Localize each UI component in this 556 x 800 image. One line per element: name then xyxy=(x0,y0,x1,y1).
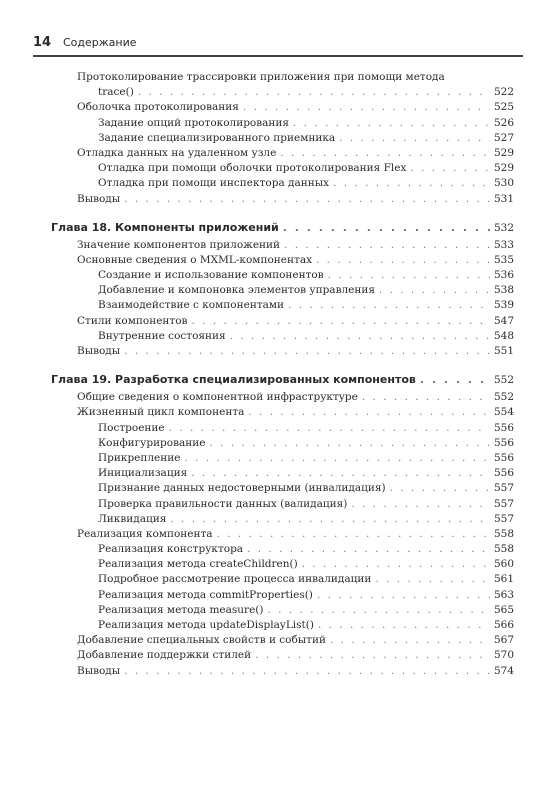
entry-page: 536 xyxy=(493,269,514,282)
toc-entry xyxy=(77,542,514,557)
leader-dots xyxy=(217,527,490,542)
toc-entry xyxy=(77,100,514,115)
entry-page: 551 xyxy=(493,345,514,357)
entry-title: Основные сведения о MXML-компонентах xyxy=(77,253,312,266)
toc-entry xyxy=(77,405,514,420)
entry-page: 527 xyxy=(493,131,514,144)
toc-entry xyxy=(77,572,514,587)
entry-title: Задание специализированного приемника xyxy=(98,131,336,144)
toc-block-1 xyxy=(77,85,514,207)
entry-page: 557 xyxy=(493,497,514,510)
entry-title: Выводы xyxy=(77,664,121,677)
entry-page: 570 xyxy=(493,649,514,662)
entry-page: 556 xyxy=(493,436,514,449)
entry-title: Реализация компонента xyxy=(77,527,213,540)
entry-page: 522 xyxy=(493,86,514,99)
leader-dots xyxy=(362,390,490,405)
entry-page: 531 xyxy=(493,192,514,205)
toc-entry xyxy=(77,588,514,603)
entry-title: Построение xyxy=(98,421,165,434)
entry-page: 552 xyxy=(493,391,514,404)
entry-page: 526 xyxy=(493,116,514,129)
leader-dots xyxy=(375,572,490,587)
leader-dots xyxy=(284,238,490,253)
leader-dots xyxy=(169,421,490,436)
leader-dots xyxy=(390,481,490,496)
entry-page: 560 xyxy=(493,558,514,571)
entry-title: Создание и использование компонентов xyxy=(98,269,324,282)
leader-dots xyxy=(379,283,490,298)
leader-dots xyxy=(420,370,490,390)
leader-dots xyxy=(410,161,490,176)
toc-entry xyxy=(77,436,514,451)
entry-title: Реализация метода createChildren() xyxy=(98,558,298,571)
entry-title: Реализация метода measure() xyxy=(98,603,264,616)
leader-dots xyxy=(184,451,489,466)
leader-dots xyxy=(330,633,490,648)
toc-entry xyxy=(77,131,514,146)
entry-title: Общие сведения о компонентной инфраструктуре xyxy=(77,391,358,404)
entry-title: Ликвидация xyxy=(98,512,167,525)
toc-entry xyxy=(77,146,514,161)
entry-page: 558 xyxy=(493,543,514,556)
entry-title: Отладка данных на удаленном узле xyxy=(77,146,277,159)
entry-title: Добавление поддержки стилей xyxy=(77,649,252,662)
leader-dots xyxy=(191,314,489,329)
entry-page: 565 xyxy=(493,603,514,616)
toc-entry xyxy=(77,633,514,648)
leader-dots xyxy=(247,542,490,557)
entry-title: Подробное рассмотрение процесса инвалидации xyxy=(98,573,372,586)
toc-entry xyxy=(77,466,514,481)
toc-entry xyxy=(77,192,514,207)
entry-title: trace() xyxy=(98,86,134,99)
toc-block-3 xyxy=(77,390,514,679)
entry-title: Оболочка протоколирования xyxy=(77,101,239,114)
chapter-page: 552 xyxy=(493,374,514,387)
toc-entry xyxy=(77,421,514,436)
entry-page: 530 xyxy=(493,177,514,190)
leader-dots xyxy=(351,497,490,512)
leader-dots xyxy=(230,329,490,344)
leader-dots xyxy=(124,344,490,359)
toc-entry xyxy=(77,238,514,253)
chapter-title: Глава 18. Компоненты приложений xyxy=(51,220,279,234)
toc-entry xyxy=(77,527,514,542)
toc-entry xyxy=(77,497,514,512)
toc-entry xyxy=(77,85,514,100)
entry-page: 539 xyxy=(493,299,514,312)
entry-page: 548 xyxy=(493,329,514,342)
toc-entry xyxy=(77,451,514,466)
toc-entry xyxy=(77,664,514,679)
toc-block-2 xyxy=(77,238,514,360)
leader-dots xyxy=(328,268,490,283)
entry-title: Выводы xyxy=(77,345,121,357)
leader-dots xyxy=(255,648,490,663)
toc-entry-first-line: Протоколирование трассировки приложения при помощи метода xyxy=(77,71,445,83)
leader-dots xyxy=(210,436,490,451)
entry-page: 567 xyxy=(493,634,514,647)
running-title: Содержание xyxy=(63,36,137,49)
leader-dots xyxy=(243,100,490,115)
entry-title: Взаимодействие с компонентами xyxy=(98,299,285,312)
leader-dots xyxy=(124,192,490,207)
toc-entry xyxy=(77,161,514,176)
page-number: 14 xyxy=(33,35,52,50)
entry-page: 563 xyxy=(493,588,514,601)
leader-dots xyxy=(302,557,490,572)
leader-dots xyxy=(138,85,490,100)
entry-title: Реализация конструктора xyxy=(98,543,244,556)
entry-page: 547 xyxy=(493,314,514,327)
entry-page: 557 xyxy=(493,512,514,525)
toc-entry xyxy=(77,176,514,191)
entry-title: Добавление специальных свойств и событий xyxy=(77,634,326,647)
toc-entry xyxy=(77,344,514,359)
entry-title: Конфигурирование xyxy=(98,436,206,449)
entry-page: 556 xyxy=(493,421,514,434)
leader-dots xyxy=(283,218,490,238)
entry-page: 566 xyxy=(493,619,514,631)
leader-dots xyxy=(333,176,490,191)
entry-title: Стили компонентов xyxy=(77,314,188,327)
toc-entry xyxy=(77,648,514,663)
entry-page: 535 xyxy=(493,253,514,266)
toc-entry xyxy=(77,512,514,527)
entry-title: Внутренние состояния xyxy=(98,329,226,342)
entry-page: 558 xyxy=(493,527,514,540)
entry-page: 529 xyxy=(493,146,514,159)
entry-title: Проверка правильности данных (валидация) xyxy=(98,497,348,510)
leader-dots xyxy=(268,603,490,618)
entry-page: 557 xyxy=(493,482,514,495)
entry-page: 556 xyxy=(493,467,514,480)
leader-dots xyxy=(280,146,490,161)
toc-entry xyxy=(77,557,514,572)
entry-title: Реализация метода commitProperties() xyxy=(98,588,313,601)
leader-dots xyxy=(288,298,490,313)
entry-title: Отладка при помощи инспектора данных xyxy=(98,177,330,190)
chapter-title: Глава 19. Разработка специализированных компонентов xyxy=(51,373,416,387)
leader-dots xyxy=(191,466,490,481)
chapter-page: 532 xyxy=(493,221,514,234)
toc-entry xyxy=(77,618,514,633)
entry-page: 533 xyxy=(493,238,514,251)
entry-page: 554 xyxy=(493,406,514,419)
entry-page: 525 xyxy=(493,101,514,114)
toc-chapter-18 xyxy=(51,218,514,238)
entry-title: Инициализация xyxy=(98,467,188,480)
toc-entry xyxy=(77,268,514,283)
entry-title: Добавление и компоновка элементов управления xyxy=(98,284,375,297)
entry-title: Жизненный цикл компонента xyxy=(77,406,245,419)
entry-title: Задание опций протоколирования xyxy=(98,116,290,129)
entry-page: 561 xyxy=(493,573,514,586)
toc-chapter-19 xyxy=(51,370,514,390)
toc-entry xyxy=(77,298,514,313)
entry-title: Прикрепление xyxy=(98,451,181,464)
leader-dots xyxy=(339,131,490,146)
entry-page: 538 xyxy=(493,284,514,297)
entry-title: Отладка при помощи оболочки протоколирования Flex xyxy=(98,162,407,175)
leader-dots xyxy=(316,253,490,268)
running-header xyxy=(33,33,523,57)
toc-entry xyxy=(77,283,514,298)
toc-entry xyxy=(77,603,514,618)
toc-entry xyxy=(77,481,514,496)
entry-title: Значение компонентов приложений xyxy=(77,238,281,251)
toc-entry xyxy=(77,329,514,344)
leader-dots xyxy=(293,116,490,131)
table-of-contents xyxy=(51,70,514,679)
entry-page: 574 xyxy=(493,664,514,677)
toc-entry xyxy=(77,314,514,329)
leader-dots xyxy=(124,664,490,679)
toc-entry xyxy=(77,390,514,405)
leader-dots xyxy=(170,512,490,527)
toc-entry xyxy=(77,253,514,268)
entry-page: 529 xyxy=(493,162,514,175)
entry-title: Реализация метода updateDisplayList() xyxy=(98,619,314,631)
leader-dots xyxy=(318,618,490,633)
leader-dots xyxy=(248,405,490,420)
entry-title: Признание данных недостоверными (инвалидация) xyxy=(98,482,386,495)
entry-page: 556 xyxy=(493,451,514,464)
leader-dots xyxy=(317,588,490,603)
entry-title: Выводы xyxy=(77,192,121,205)
toc-entry xyxy=(77,116,514,131)
